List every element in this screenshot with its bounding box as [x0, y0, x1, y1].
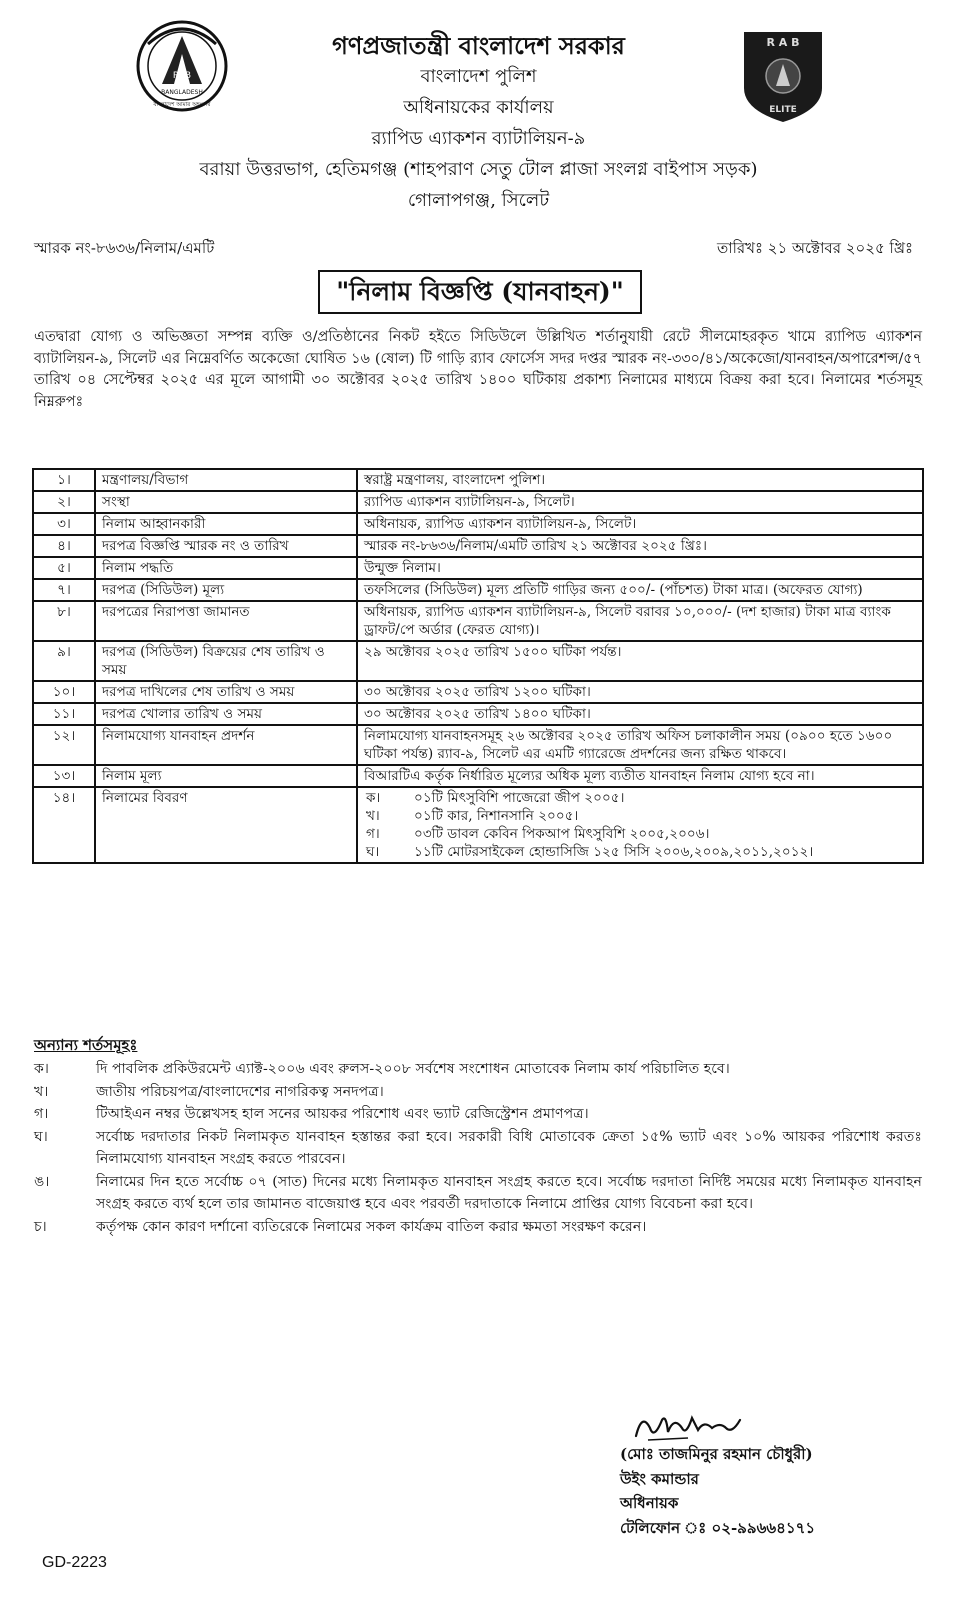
table-row	[33, 703, 923, 725]
condition-item	[34, 1216, 922, 1239]
term-serial: ১৪।	[33, 787, 95, 863]
table-row	[33, 641, 923, 681]
term-serial: ৫।	[33, 557, 95, 579]
term-serial: ৩।	[33, 513, 95, 535]
other-conditions-list	[34, 1058, 922, 1238]
other-conditions-title: অন্যান্য শর্তসমূহঃ	[34, 1036, 138, 1054]
office-city: গোলাপগঞ্জ, সিলেট	[407, 190, 550, 211]
footer-code: GD-2223	[42, 1554, 107, 1571]
condition-text: নিলামের দিন হতে সর্বোচ্চ ০৭ (সাত) দিনের মধ্যে নিলামকৃত যানবাহন সংগ্রহ করতে হবে। সর্বোচ্চ দরদাতা নির্দিষ্ট সময়ের মধ্যে নিলামকৃত যানবাহন সংগ্রহ করতে ব্যর্থ হলে তার জামানত বাজেয়াপ্ত হবে এবং পরবর্তী দরদাতাকে নিলামে প্রাপ্তির যোগ্য বিবেচনা করা হবে।	[96, 1173, 922, 1212]
term-value: উন্মুক্ত নিলাম।	[357, 557, 923, 579]
list-item	[364, 843, 916, 861]
logo-right-bottom: ELITE	[769, 105, 797, 115]
terms-table	[32, 468, 924, 864]
table-row	[33, 681, 923, 703]
item-value: ০৩টি ডাবল কেবিন পিকআপ মিৎসুবিশি ২০০৫,২০০৬।	[414, 826, 710, 842]
condition-item	[34, 1081, 922, 1104]
term-serial: ১।	[33, 469, 95, 491]
condition-text: সর্বোচ্চ দরদাতার নিকট নিলামকৃত যানবাহন হস্তান্তর করা হবে। সরকারী বিধি মোতাবেক ক্রেতা ১৫% ভ্যাট এবং ১০% আয়কর পরিশোধ করতঃ নিলামযোগ্য যানবাহন সংগ্রহ করতে পারবেন।	[96, 1128, 922, 1167]
department-name: বাংলাদেশ পুলিশ	[420, 66, 537, 87]
term-label: দরপত্র খোলার তারিখ ও সময়	[95, 703, 357, 725]
logo-right-top: R A B	[766, 36, 800, 49]
item-key: ঘ।	[366, 844, 380, 860]
term-label: দরপত্রের নিরাপত্তা জামানত	[95, 601, 357, 641]
term-serial: ৯।	[33, 641, 95, 681]
term-serial: ১৩।	[33, 765, 95, 787]
list-item	[364, 789, 916, 807]
condition-key: চ।	[34, 1218, 47, 1235]
item-key: ক।	[366, 790, 381, 806]
term-serial: ২।	[33, 491, 95, 513]
term-label: দরপত্র (সিডিউল) মূল্য	[95, 579, 357, 601]
term-label: দরপত্র (সিডিউল) বিক্রয়ের শেষ তারিখ ও সময়	[95, 641, 357, 681]
condition-item	[34, 1103, 922, 1126]
term-serial: ১২।	[33, 725, 95, 765]
term-label: নিলামযোগ্য যানবাহন প্রদর্শন	[95, 725, 357, 765]
term-label: মন্ত্রণালয়/বিভাগ	[95, 469, 357, 491]
term-value: ৩০ অক্টোবর ২০২৫ তারিখ ১৪০০ ঘটিকা।	[357, 703, 923, 725]
signature-image	[628, 1406, 778, 1446]
term-label: দরপত্র দাখিলের শেষ তারিখ ও সময়	[95, 681, 357, 703]
condition-key: খ।	[34, 1083, 49, 1100]
term-label: দরপত্র বিজ্ঞপ্তি স্মারক নং ও তারিখ	[95, 535, 357, 557]
term-value: নিলামযোগ্য যানবাহনসমূহ ২৬ অক্টোবর ২০২৫ তারিখ অফিস চলাকালীন সময় (০৯০০ হতে ১৬০০ ঘটিকা পর্যন্ত) র‍্যাব-৯, সিলেট এর এমটি গ্যারেজে প্রদর্শনের জন্য রক্ষিত থাকবে।	[357, 725, 923, 765]
table-row	[33, 725, 923, 765]
letterhead	[0, 30, 957, 216]
signatory-name: (মোঃ তাজমিনুর রহমান চৌধুরী)	[620, 1445, 813, 1463]
condition-key: ঙ।	[34, 1173, 50, 1190]
table-row	[33, 469, 923, 491]
table-row	[33, 557, 923, 579]
intro-paragraph: এতদ্বারা যোগ্য ও অভিজ্ঞতা সম্পন্ন ব্যক্তি ও/প্রতিষ্ঠানের নিকট হইতে সিডিউলে উল্লিখিত শর্তানুযায়ী রেটে সীলমোহরকৃত খামে র‍্যাপিড এ্যাকশন ব্যাটালিয়ন-৯, সিলেট এর নিম্নেবর্ণিত অকেজো ঘোষিত ১৬ (ষোল) টি গাড়ি র‍্যাব ফোর্সেস সদর দপ্তর স্মারক নং-৩৩০/৪১/অকেজো/যানবাহন/অপারেশন্স/৫৭ তারিখ ০৪ সেপ্টেম্বর ২০২৫ এর মূলে আগামী ৩০ অক্টোবর ২০২৫ তারিখ ১৪০০ ঘটিকায় প্রকাশ্য নিলামের মাধ্যমে বিক্রয় করা হবে। নিলামের শর্তসমূহ নিম্নরুপঃ	[34, 329, 922, 410]
term-value: তফসিলের (সিডিউল) মূল্য প্রতিটি গাড়ির জন্য ৫০০/- (পাঁচশত) টাকা মাত্র। (অফেরত যোগ্য)	[357, 579, 923, 601]
condition-key: ঘ।	[34, 1128, 48, 1145]
table-row	[33, 579, 923, 601]
table-row	[33, 787, 923, 863]
item-key: খ।	[366, 808, 380, 824]
condition-item	[34, 1171, 922, 1216]
term-serial: ৮।	[33, 601, 95, 641]
condition-text: কর্তৃপক্ষ কোন কারণ দর্শানো ব্যতিরেকে নিলামের সকল কার্যক্রম বাতিল করার ক্ষমতা সংরক্ষণ করেন।	[96, 1218, 647, 1235]
term-value: বিআরটিএ কর্তৃক নির্ধারিত মূল্যের অধিক মূল্য ব্যতীত যানবাহন নিলাম যোগ্য হবে না।	[357, 765, 923, 787]
condition-text: জাতীয় পরিচয়পত্র/বাংলাদেশের নাগরিকত্ব সনদপত্র।	[96, 1083, 384, 1100]
term-value: ৩০ অক্টোবর ২০২৫ তারিখ ১২০০ ঘটিকা।	[357, 681, 923, 703]
table-row	[33, 765, 923, 787]
signatory-block	[620, 1442, 815, 1540]
table-row	[33, 535, 923, 557]
term-label: নিলামের বিবরণ	[95, 787, 357, 863]
government-name: গণপ্রজাতন্ত্রী বাংলাদেশ সরকার	[332, 31, 625, 60]
item-key: গ।	[366, 826, 380, 842]
item-value: ১১টি মোটরসাইকেল হোন্ডাসিজি ১২৫ সিসি ২০০৬,২০০৯,২০১১,২০১২।	[414, 844, 814, 860]
condition-text: টিআইএন নম্বর উল্লেখসহ হাল সনের আয়কর পরিশোধ এবং ভ্যাট রেজিস্ট্রেশন প্রমাণপত্র।	[96, 1106, 589, 1122]
table-row	[33, 491, 923, 513]
term-serial: ৭।	[33, 579, 95, 601]
logo-left-motto: বাংলাদেশ আমার অহংকার	[153, 102, 211, 108]
term-serial: ১১।	[33, 703, 95, 725]
memo-number: স্মারক নং-৮৬৩৬/নিলাম/এমটি	[34, 239, 215, 257]
condition-item	[34, 1058, 922, 1081]
condition-item	[34, 1126, 922, 1171]
term-value: অধিনায়ক, র‍্যাপিড এ্যাকশন ব্যাটালিয়ন-৯, সিলেট বরাবর ১০,০০০/- (দশ হাজার) টাকা মাত্র ব্যাংক ড্রাফট/পে অর্ডার (ফেরত যোগ্য)।	[357, 601, 923, 641]
signatory-designation: অধিনায়ক	[620, 1494, 679, 1512]
item-value: ০১টি কার, নিশানসানি ২০০৫।	[414, 808, 579, 824]
term-serial: ১০।	[33, 681, 95, 703]
term-value: স্বরাষ্ট্র মন্ত্রণালয়, বাংলাদেশ পুলিশ।	[357, 469, 923, 491]
table-row	[33, 513, 923, 535]
condition-text: দি পাবলিক প্রকিউরমেন্ট এ্যাক্ট-২০০৬ এবং রুলস-২০০৮ সর্বশেষ সংশোধন মোতাবেক নিলাম কার্য পরিচালিত হবে।	[96, 1061, 730, 1077]
notice-date: তারিখঃ ২১ অক্টোবর ২০২৫ খ্রিঃ	[716, 239, 913, 257]
term-value: অধিনায়ক, র‍্যাপিড এ্যাকশন ব্যাটালিয়ন-৯, সিলেট।	[357, 513, 923, 535]
term-label: নিলাম আহ্বানকারী	[95, 513, 357, 535]
term-value: র‍্যাপিড এ্যাকশন ব্যাটালিয়ন-৯, সিলেট।	[357, 491, 923, 513]
notice-title: "নিলাম বিজ্ঞপ্তি (যানবাহন)"	[318, 270, 642, 314]
condition-key: ক।	[34, 1061, 49, 1077]
item-value: ০১টি মিৎসুবিশি পাজেরো জীপ ২০০৫।	[414, 790, 625, 806]
term-label: নিলাম মূল্য	[95, 765, 357, 787]
logo-left-sub: BANGLADESH	[161, 89, 203, 96]
logo-left-text: RAB	[172, 71, 192, 81]
office-name: অধিনায়কের কার্যালয়	[403, 97, 554, 118]
vehicle-list	[357, 787, 923, 863]
term-value: ২৯ অক্টোবর ২০২৫ তারিখ ১৫০০ ঘটিকা পর্যন্ত।	[357, 641, 923, 681]
list-item	[364, 825, 916, 843]
term-serial: ৪।	[33, 535, 95, 557]
signatory-rank: উইং কমান্ডার	[620, 1469, 699, 1488]
office-address: বরায়া উত্তরভাগ, হেতিমগঞ্জ (শাহপরাণ সেতু টোল প্লাজা সংলগ্ন বাইপাস সড়ক)	[199, 159, 758, 180]
term-label: নিলাম পদ্ধতি	[95, 557, 357, 579]
signatory-phone: টেলিফোন ঃ ০২-৯৯৬৬৪১৭১	[620, 1518, 816, 1537]
term-label: সংস্থা	[95, 491, 357, 513]
table-row	[33, 601, 923, 641]
term-value: স্মারক নং-৮৬৩৬/নিলাম/এমটি তারিখ ২১ অক্টোবর ২০২৫ খ্রিঃ।	[357, 535, 923, 557]
condition-key: গ।	[34, 1106, 49, 1122]
battalion-name: র‍্যাপিড এ্যাকশন ব্যাটালিয়ন-৯	[371, 128, 586, 149]
list-item	[364, 807, 916, 825]
